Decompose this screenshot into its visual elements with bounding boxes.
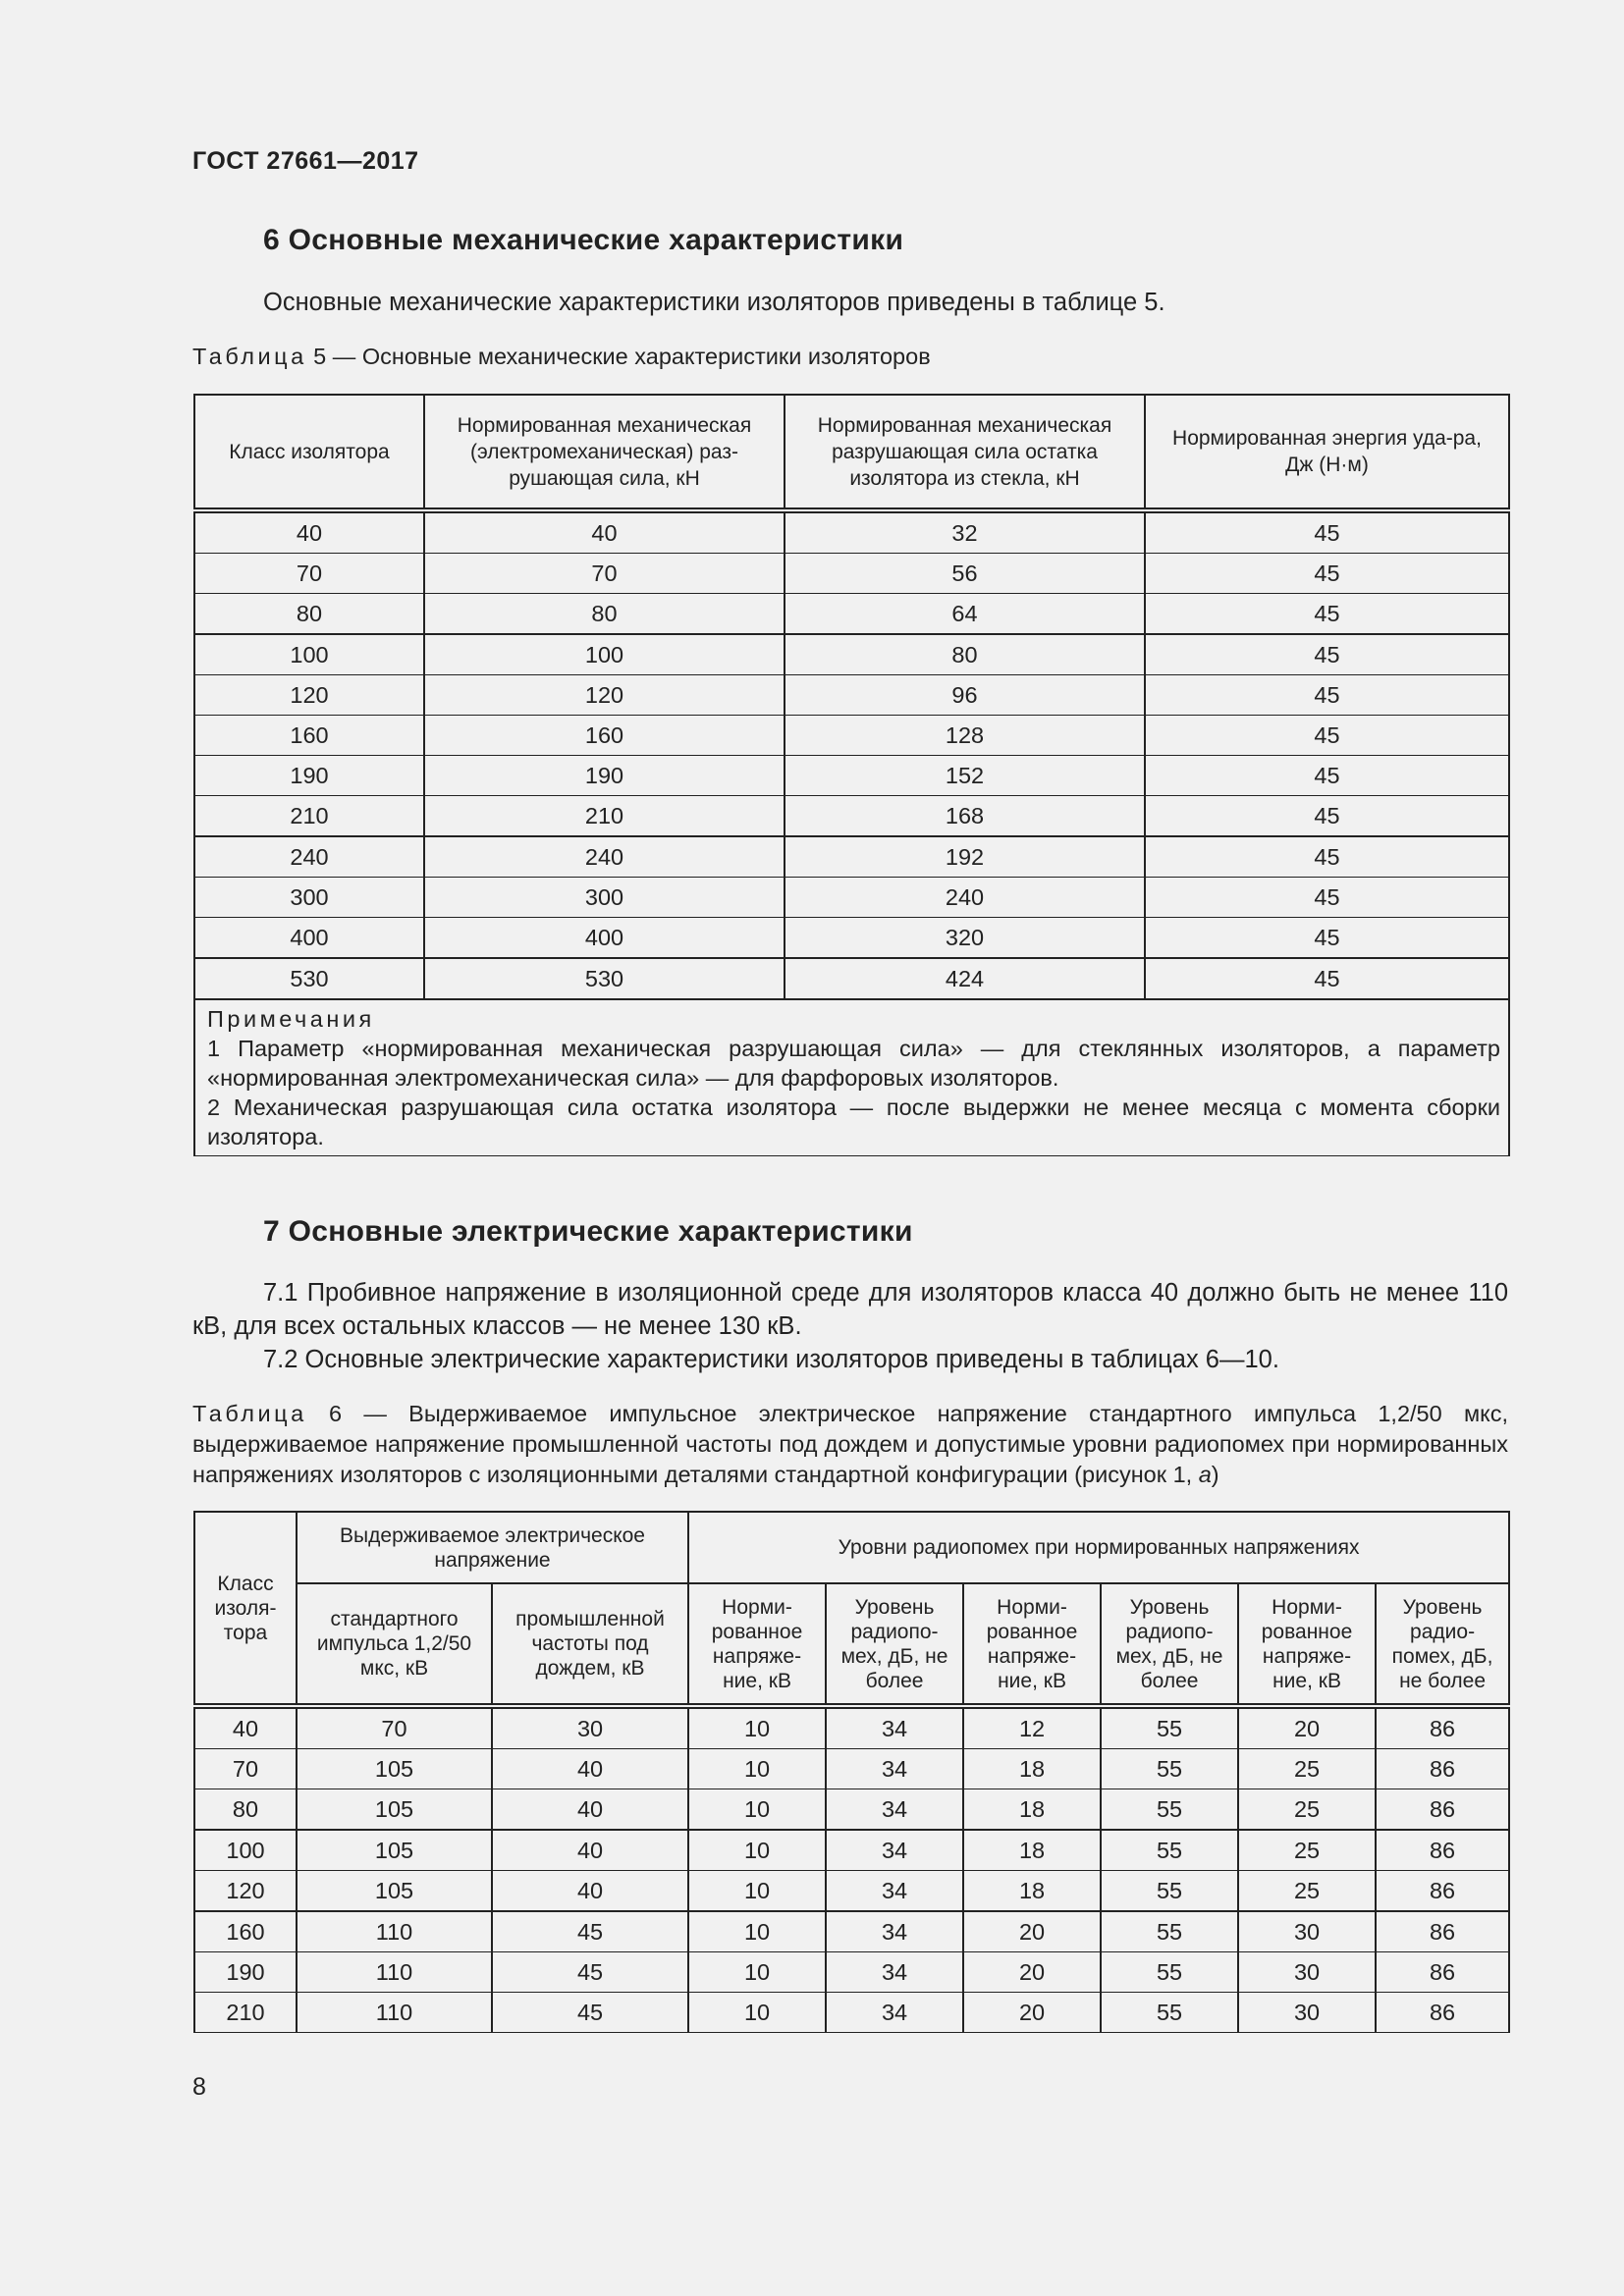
table-cell: 96 bbox=[785, 675, 1145, 716]
table-cell: 10 bbox=[688, 1993, 826, 2033]
table-cell: 80 bbox=[194, 1789, 297, 1831]
table-cell: 240 bbox=[785, 878, 1145, 918]
table-cell: 34 bbox=[826, 1706, 963, 1749]
table-cell: 40 bbox=[492, 1830, 688, 1871]
table-cell: 45 bbox=[1145, 554, 1509, 594]
table-cell: 110 bbox=[297, 1911, 492, 1952]
table-cell: 55 bbox=[1101, 1749, 1238, 1789]
table-cell: 160 bbox=[194, 716, 424, 756]
table-cell: 40 bbox=[492, 1871, 688, 1912]
table-row bbox=[194, 1706, 1509, 1749]
table-row bbox=[194, 918, 1509, 959]
table-cell: 210 bbox=[424, 796, 785, 837]
table-cell: 45 bbox=[1145, 510, 1509, 554]
table-5-caption-prefix: Таблица bbox=[192, 344, 307, 369]
table-6-header-norm-voltage: Норми-рованное напряже-ние, кВ bbox=[1238, 1583, 1376, 1706]
table-5-header-cell: Нормированная механическая разрушающая сила остатка изолятора из стекла, кН bbox=[785, 395, 1145, 510]
table-cell: 32 bbox=[785, 510, 1145, 554]
table-cell: 34 bbox=[826, 1789, 963, 1831]
table-cell: 70 bbox=[194, 554, 424, 594]
table-cell: 190 bbox=[194, 756, 424, 796]
table-cell: 55 bbox=[1101, 1706, 1238, 1749]
table-cell: 160 bbox=[424, 716, 785, 756]
table-cell: 30 bbox=[1238, 1911, 1376, 1952]
table-cell: 120 bbox=[424, 675, 785, 716]
document-code-header: ГОСТ 27661—2017 bbox=[192, 147, 419, 175]
table-cell: 30 bbox=[1238, 1952, 1376, 1993]
table-cell: 10 bbox=[688, 1911, 826, 1952]
table-row bbox=[194, 1871, 1509, 1912]
table-6-header-impulse: стандартного импульса 1,2/50 мкс, кВ bbox=[297, 1583, 492, 1706]
table-cell: 25 bbox=[1238, 1789, 1376, 1831]
table-cell: 70 bbox=[194, 1749, 297, 1789]
table-cell: 45 bbox=[1145, 594, 1509, 635]
table-5-notes bbox=[194, 999, 1509, 1156]
table-row bbox=[194, 958, 1509, 999]
table-row bbox=[194, 675, 1509, 716]
table-cell: 40 bbox=[492, 1789, 688, 1831]
table-cell: 120 bbox=[194, 675, 424, 716]
table-cell: 70 bbox=[424, 554, 785, 594]
table-cell: 18 bbox=[963, 1871, 1101, 1912]
table-cell: 300 bbox=[194, 878, 424, 918]
table-cell: 25 bbox=[1238, 1830, 1376, 1871]
table-5-header-row bbox=[194, 395, 1509, 510]
table-cell: 18 bbox=[963, 1789, 1101, 1831]
table-row bbox=[194, 716, 1509, 756]
table-cell: 45 bbox=[492, 1993, 688, 2033]
table-cell: 190 bbox=[194, 1952, 297, 1993]
table-cell: 55 bbox=[1101, 1911, 1238, 1952]
table-cell: 192 bbox=[785, 836, 1145, 878]
table-cell: 80 bbox=[194, 594, 424, 635]
table-row bbox=[194, 1911, 1509, 1952]
table-row bbox=[194, 1789, 1509, 1831]
table-cell: 70 bbox=[297, 1706, 492, 1749]
table-cell: 20 bbox=[963, 1911, 1101, 1952]
table-cell: 10 bbox=[688, 1952, 826, 1993]
table-cell: 25 bbox=[1238, 1749, 1376, 1789]
table-cell: 25 bbox=[1238, 1871, 1376, 1912]
table-cell: 210 bbox=[194, 1993, 297, 2033]
table-6-caption-end: ) bbox=[1211, 1462, 1219, 1487]
table-row bbox=[194, 1830, 1509, 1871]
table-cell: 10 bbox=[688, 1789, 826, 1831]
table-cell: 105 bbox=[297, 1830, 492, 1871]
table-cell: 530 bbox=[194, 958, 424, 999]
table-cell: 45 bbox=[492, 1952, 688, 1993]
table-cell: 10 bbox=[688, 1749, 826, 1789]
table-6-header-industrial: промышленной частоты под дождем, кВ bbox=[492, 1583, 688, 1706]
table-cell: 45 bbox=[1145, 958, 1509, 999]
table-6-header-radio: Уровни радиопомех при нормированных напряжениях bbox=[688, 1512, 1509, 1583]
table-cell: 34 bbox=[826, 1749, 963, 1789]
section-7-title: 7 Основные электрические характеристики bbox=[263, 1215, 913, 1248]
table-5-notes-row bbox=[194, 999, 1509, 1156]
table-cell: 18 bbox=[963, 1830, 1101, 1871]
table-row bbox=[194, 796, 1509, 837]
table-cell: 128 bbox=[785, 716, 1145, 756]
table-cell: 40 bbox=[424, 510, 785, 554]
table-cell: 400 bbox=[424, 918, 785, 959]
table-6 bbox=[193, 1511, 1510, 2033]
table-6-header-radio-level: Уровень радиопо-мех, дБ, не более bbox=[1101, 1583, 1238, 1706]
table-5-caption-text: 5 — Основные механические характеристики изоляторов bbox=[306, 344, 931, 369]
table-5-header-cell: Класс изолятора bbox=[194, 395, 424, 510]
table-5-header-cell: Нормированная энергия уда-ра, Дж (Н·м) bbox=[1145, 395, 1509, 510]
table-cell: 86 bbox=[1376, 1706, 1509, 1749]
table-cell: 12 bbox=[963, 1706, 1101, 1749]
table-cell: 160 bbox=[194, 1911, 297, 1952]
table-cell: 34 bbox=[826, 1830, 963, 1871]
table-cell: 45 bbox=[1145, 716, 1509, 756]
table-cell: 40 bbox=[492, 1749, 688, 1789]
table-6-header-row bbox=[194, 1512, 1509, 1583]
table-cell: 240 bbox=[194, 836, 424, 878]
table-cell: 86 bbox=[1376, 1993, 1509, 2033]
table-cell: 152 bbox=[785, 756, 1145, 796]
table-cell: 45 bbox=[1145, 675, 1509, 716]
note-2: 2 Механическая разрушающая сила остатка изолятора — после выдержки не менее месяца с момента сборки изолятора. bbox=[207, 1095, 1500, 1149]
table-6-header-norm-voltage: Норми-рованное напряже-ние, кВ bbox=[688, 1583, 826, 1706]
table-cell: 424 bbox=[785, 958, 1145, 999]
table-cell: 86 bbox=[1376, 1830, 1509, 1871]
table-cell: 530 bbox=[424, 958, 785, 999]
table-row bbox=[194, 1993, 1509, 2033]
table-cell: 55 bbox=[1101, 1789, 1238, 1831]
table-row bbox=[194, 1749, 1509, 1789]
table-6-caption-prefix: Таблица bbox=[192, 1401, 307, 1426]
table-cell: 86 bbox=[1376, 1911, 1509, 1952]
table-cell: 10 bbox=[688, 1871, 826, 1912]
page-number: 8 bbox=[192, 2073, 206, 2101]
table-6-body bbox=[194, 1706, 1509, 2033]
table-row bbox=[194, 554, 1509, 594]
table-cell: 400 bbox=[194, 918, 424, 959]
table-cell: 45 bbox=[1145, 796, 1509, 837]
section-6-intro: Основные механические характеристики изоляторов приведены в таблице 5. bbox=[263, 289, 1165, 316]
table-6-caption-text: 6 — Выдерживаемое импульсное электрическое напряжение стандартного импульса 1,2/50 мкс, выдерживаемое напряжение промышленной частоты под дождем и допустимые уровни радиопомех при нормированных напряжениях изоляторов с изоляционными деталями стандартной конфигурации (рисунок 1, bbox=[192, 1401, 1508, 1487]
table-cell: 10 bbox=[688, 1706, 826, 1749]
table-cell: 190 bbox=[424, 756, 785, 796]
table-cell: 105 bbox=[297, 1749, 492, 1789]
table-5-header-cell: Нормированная механическая (электромеханическая) раз-рушающая сила, кН bbox=[424, 395, 785, 510]
table-cell: 45 bbox=[1145, 634, 1509, 675]
table-6-caption bbox=[192, 1399, 1508, 1490]
table-cell: 80 bbox=[424, 594, 785, 635]
table-cell: 86 bbox=[1376, 1789, 1509, 1831]
table-6-header-class: Класс изоля-тора bbox=[194, 1512, 297, 1706]
table-row bbox=[194, 634, 1509, 675]
table-cell: 40 bbox=[194, 510, 424, 554]
table-cell: 105 bbox=[297, 1789, 492, 1831]
table-cell: 56 bbox=[785, 554, 1145, 594]
table-cell: 100 bbox=[424, 634, 785, 675]
table-cell: 168 bbox=[785, 796, 1145, 837]
table-cell: 45 bbox=[1145, 878, 1509, 918]
table-cell: 34 bbox=[826, 1993, 963, 2033]
table-row bbox=[194, 836, 1509, 878]
table-cell: 86 bbox=[1376, 1749, 1509, 1789]
table-cell: 45 bbox=[1145, 918, 1509, 959]
table-6-header-radio-level: Уровень радиопо-мех, дБ, не более bbox=[826, 1583, 963, 1706]
table-cell: 105 bbox=[297, 1871, 492, 1912]
table-row bbox=[194, 756, 1509, 796]
notes-title: Примечания bbox=[207, 1006, 375, 1032]
table-6-caption-figure-ref: а bbox=[1198, 1462, 1212, 1487]
table-row bbox=[194, 878, 1509, 918]
table-cell: 100 bbox=[194, 634, 424, 675]
table-cell: 110 bbox=[297, 1952, 492, 1993]
note-1: 1 Параметр «нормированная механическая разрушающая сила» — для стеклянных изоляторов, а параметр «нормированная электромеханическая сила» — для фарфоровых изоляторов. bbox=[207, 1036, 1500, 1091]
paragraph-7-2: 7.2 Основные электрические характеристики изоляторов приведены в таблицах 6—10. bbox=[263, 1346, 1279, 1373]
table-cell: 10 bbox=[688, 1830, 826, 1871]
table-cell: 20 bbox=[1238, 1706, 1376, 1749]
table-cell: 55 bbox=[1101, 1993, 1238, 2033]
table-6-header-radio-level: Уровень радио-помех, дБ, не более bbox=[1376, 1583, 1509, 1706]
table-cell: 86 bbox=[1376, 1952, 1509, 1993]
table-cell: 34 bbox=[826, 1871, 963, 1912]
table-cell: 86 bbox=[1376, 1871, 1509, 1912]
table-cell: 30 bbox=[1238, 1993, 1376, 2033]
table-cell: 100 bbox=[194, 1830, 297, 1871]
table-cell: 34 bbox=[826, 1952, 963, 1993]
table-cell: 45 bbox=[1145, 756, 1509, 796]
paragraph-7-1: 7.1 Пробивное напряжение в изоляционной среде для изоляторов класса 40 должно быть не менее 110 кВ, для всех остальных классов — не менее 130 кВ. bbox=[192, 1279, 1508, 1340]
table-cell: 320 bbox=[785, 918, 1145, 959]
table-cell: 45 bbox=[492, 1911, 688, 1952]
table-cell: 210 bbox=[194, 796, 424, 837]
table-cell: 30 bbox=[492, 1706, 688, 1749]
table-cell: 55 bbox=[1101, 1830, 1238, 1871]
table-cell: 300 bbox=[424, 878, 785, 918]
table-cell: 120 bbox=[194, 1871, 297, 1912]
table-row bbox=[194, 594, 1509, 635]
table-6-header-norm-voltage: Норми-рованное напряже-ние, кВ bbox=[963, 1583, 1101, 1706]
section-6-title: 6 Основные механические характеристики bbox=[263, 224, 904, 256]
table-cell: 55 bbox=[1101, 1952, 1238, 1993]
table-cell: 20 bbox=[963, 1993, 1101, 2033]
table-5 bbox=[193, 394, 1510, 1156]
table-cell: 20 bbox=[963, 1952, 1101, 1993]
table-cell: 110 bbox=[297, 1993, 492, 2033]
table-row bbox=[194, 510, 1509, 554]
table-cell: 18 bbox=[963, 1749, 1101, 1789]
table-cell: 45 bbox=[1145, 836, 1509, 878]
table-cell: 40 bbox=[194, 1706, 297, 1749]
table-cell: 55 bbox=[1101, 1871, 1238, 1912]
table-6-subheader-row bbox=[194, 1583, 1509, 1706]
table-cell: 34 bbox=[826, 1911, 963, 1952]
table-cell: 80 bbox=[785, 634, 1145, 675]
table-cell: 240 bbox=[424, 836, 785, 878]
table-cell: 64 bbox=[785, 594, 1145, 635]
table-row bbox=[194, 1952, 1509, 1993]
table-5-caption bbox=[192, 342, 1508, 372]
table-6-header-withstand: Выдерживаемое электрическое напряжение bbox=[297, 1512, 688, 1583]
